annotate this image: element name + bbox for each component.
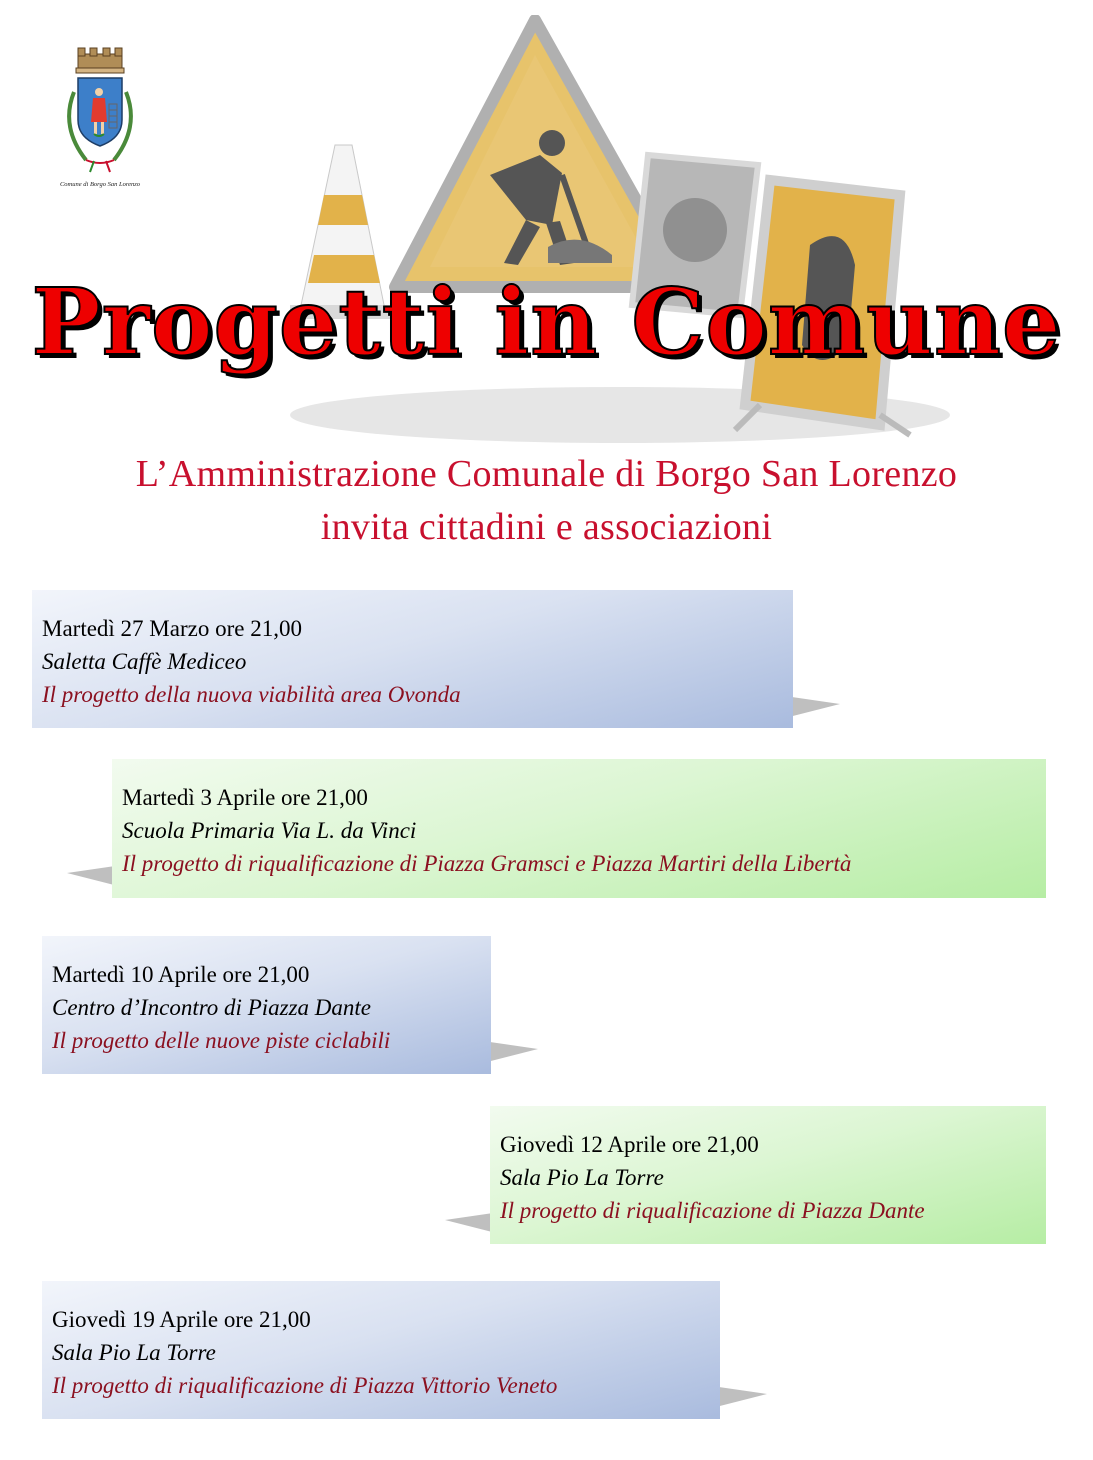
event-card-1 (32, 590, 793, 728)
roadwork-illustration (290, 15, 970, 450)
municipal-crest (50, 42, 150, 192)
event-2-date: Martedì 3 Aprile ore 21,00 (122, 785, 368, 810)
page-title: Progetti in Comune (31, 268, 1062, 376)
event-1-place: Saletta Caffè Mediceo (42, 649, 247, 674)
event-5-date: Giovedì 19 Aprile ore 21,00 (52, 1307, 311, 1332)
roadwork-signs-icon (290, 15, 970, 450)
event-card-2 (112, 759, 1046, 898)
event-card-4 (490, 1106, 1046, 1244)
event-3-description: Il progetto delle nuove piste ciclabili (52, 1028, 391, 1053)
event-1-date: Martedì 27 Marzo ore 21,00 (42, 616, 302, 641)
event-1-description: Il progetto della nuova viabilità area Ovonda (42, 682, 461, 707)
box-shadow-icon (785, 696, 845, 718)
box-shadow-icon (483, 1041, 543, 1063)
event-card-5 (42, 1281, 720, 1419)
event-4-description: Il progetto di riqualificazione di Piazza Dante (500, 1198, 925, 1223)
event-2-description: Il progetto di riqualificazione di Piazza Gramsci e Piazza Martiri della Libertà (122, 851, 852, 876)
event-4-place: Sala Pio La Torre (500, 1165, 664, 1190)
crest-caption: Comune di Borgo San Lorenzo (59, 181, 141, 188)
subtitle-line-1: L’Amministrazione Comunale di Borgo San Lorenzo (135, 453, 958, 495)
box-shadow-icon (712, 1386, 772, 1408)
event-5-place: Sala Pio La Torre (52, 1340, 216, 1365)
event-3-place: Centro d’Incontro di Piazza Dante (52, 995, 371, 1020)
event-card-3 (42, 936, 491, 1074)
event-4-date: Giovedì 12 Aprile ore 21,00 (500, 1132, 759, 1157)
event-2-place: Scuola Primaria Via L. da Vinci (122, 818, 417, 843)
event-5-description: Il progetto di riqualificazione di Piazza Vittorio Veneto (52, 1373, 558, 1398)
subtitle-line-2: invita cittadini e associazioni (320, 506, 773, 548)
crest-emblem-icon (50, 42, 150, 177)
event-3-date: Martedì 10 Aprile ore 21,00 (52, 962, 310, 987)
